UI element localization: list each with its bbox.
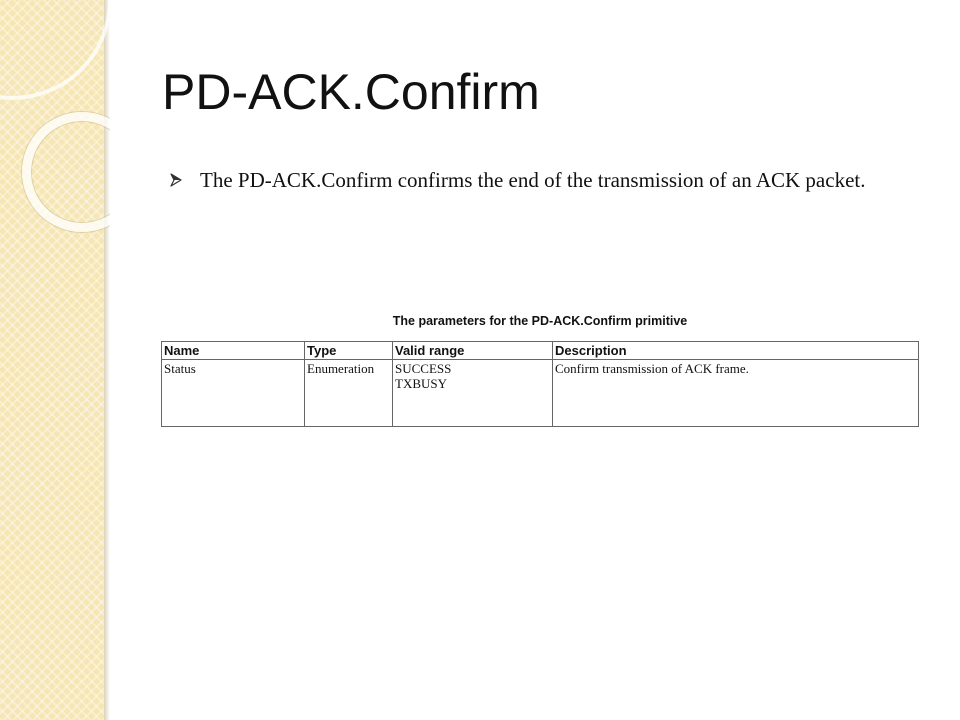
table-caption: The parameters for the PD-ACK.Confirm primitive: [392, 314, 688, 328]
table-row: [162, 360, 919, 427]
table-header-row: [162, 342, 919, 360]
bullet-text: The PD-ACK.Confirm confirms the end of the transmission of an ACK packet.: [200, 168, 866, 192]
parameters-table: [161, 341, 919, 427]
header-type: Type: [305, 342, 393, 360]
side-decoration-rings: [0, 0, 110, 720]
header-valid-range: Valid range: [393, 342, 553, 360]
bullet-item: [170, 163, 910, 198]
header-description: Description: [553, 342, 919, 360]
slide-title: PD-ACK.Confirm: [162, 64, 540, 120]
cell-description: Confirm transmission of ACK frame.: [553, 360, 919, 427]
decorative-ring-top: [0, 0, 110, 100]
range-value: SUCCESS: [395, 361, 452, 376]
cell-type: Enumeration: [305, 360, 393, 427]
decorative-ring-middle: [22, 112, 110, 232]
header-name: Name: [162, 342, 305, 360]
arrowhead-bullet-icon: [170, 173, 182, 187]
cell-valid-range: [393, 360, 553, 427]
cell-name: Status: [162, 360, 305, 427]
range-value: TXBUSY: [395, 376, 448, 391]
